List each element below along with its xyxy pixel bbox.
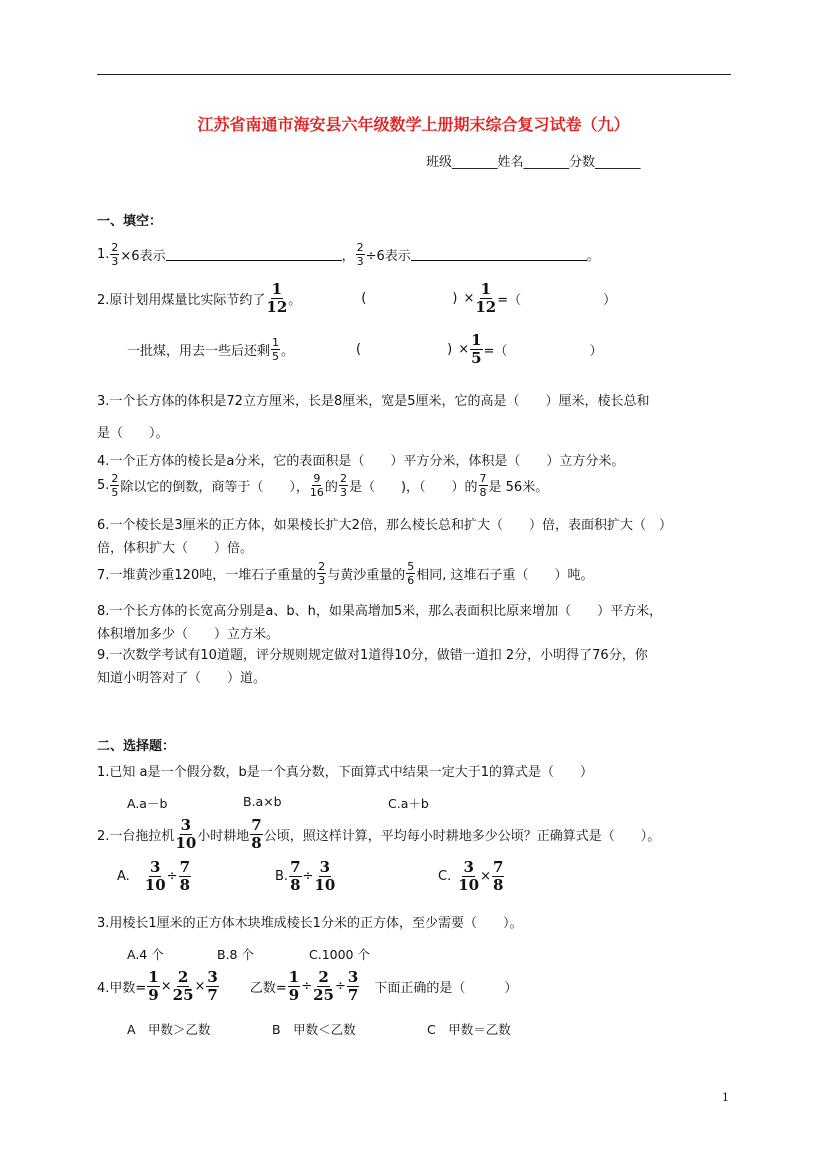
question-1-2a: 2.原计划用煤量比实际节约了 $\frac{1}{12}$ 。 ( ) × $\frac{1}{12}$ =（ ） — [97, 280, 617, 316]
fraction: $\frac{2}{3}$ — [318, 560, 326, 587]
fraction: $\frac{1}{5}$ — [272, 336, 280, 363]
question-1-7: 7.一堆黄沙重120吨，一堆石子重量的 $\frac{2}{3}$ 与黄沙重量的 $\frac{5}{6}$ 相同, 这堆石子重（ ）吨。 — [97, 560, 594, 587]
question-2-3: 3.用棱长1厘米的正方体木块堆成棱长1分米的正方体，至少需要（ ）。 — [97, 916, 523, 931]
option-a[interactable]: A.4 个 — [127, 947, 164, 962]
option-a[interactable]: A. $\frac{3}{10}$ ÷ $\frac{7}{8}$ — [117, 858, 191, 894]
option-a[interactable]: A 甲数＞乙数 — [127, 1022, 211, 1037]
fraction: $\frac{3}{10}$ — [175, 816, 197, 852]
page-title: 江苏省南通市海安县六年级数学上册期末综合复习试卷（九） — [197, 115, 630, 134]
fraction: $\frac{5}{6}$ — [407, 560, 415, 587]
option-c[interactable]: C.a＋b — [388, 796, 429, 811]
question-1-2b: 一批煤，用去一些后还剩 $\frac{1}{5}$ 。 ( ) × $\frac{1}{5}$ =（ ） — [127, 331, 603, 367]
fraction: $\frac{2}{3}$ — [356, 241, 364, 268]
option-b[interactable]: B. $\frac{7}{8}$ ÷ $\frac{3}{10}$ — [275, 858, 336, 894]
fraction: $\frac{9}{16}$ — [309, 472, 324, 499]
question-1-5: 5. $\frac{2}{5}$ 除以它的倒数，商等于（ ）， $\frac{9}{16}$ 的 $\frac{2}{3}$ 是（ )，（ ）的 $\frac{7}{8}$ 是 56米。 — [97, 472, 549, 499]
question-1-8-cont: 体积增加多少（ ）立方米。 — [97, 627, 280, 642]
fraction: $\frac{1}{12}$ — [475, 280, 497, 316]
fraction: $\frac{2}{3}$ — [111, 241, 119, 268]
fraction: $\frac{7}{8}$ — [479, 472, 487, 499]
fraction: $\frac{1}{5}$ — [471, 331, 482, 367]
fraction: $\frac{2}{3}$ — [339, 472, 347, 499]
option-b[interactable]: B.a×b — [243, 794, 282, 809]
question-1-9: 9.一次数学考试有10道题，评分规则规定做对1道得10分，做错一道扣 2分，小明得了76分，你 — [97, 648, 648, 663]
option-b[interactable]: B.8 个 — [217, 947, 254, 962]
question-2-1: 1.已知 a是一个假分数，b是一个真分数，下面算式中结果一定大于1的算式是（ ） — [97, 765, 594, 780]
option-c[interactable]: C. $\frac{3}{10}$ × $\frac{7}{8}$ — [438, 858, 504, 894]
answer-blank[interactable] — [411, 248, 587, 261]
question-1-8: 8.一个长方体的长宽高分别是a、b、h，如果高增加5米，那么表面积比原来增加（ ）平方米， — [97, 604, 663, 619]
section-2-heading: 二、选择题： — [97, 739, 176, 754]
option-a[interactable]: A.a－b — [127, 796, 168, 811]
question-1-6: 6.一个棱长是3厘米的正方体，如果棱长扩大2倍，那么棱长总和扩大（ ）倍，表面积扩大（ ） — [97, 518, 672, 533]
option-b[interactable]: B 甲数＜乙数 — [272, 1022, 356, 1037]
question-1-1: 1. $\frac{2}{3}$ ×6表示 ， $\frac{2}{3}$ ÷6表示 。 — [97, 241, 600, 268]
class-name-score-line: 班级_______姓名_______分数_______ — [426, 155, 641, 170]
question-1-3: 3.一个长方体的体积是72立方厘米，长是8厘米，宽是5厘米，它的高是（ ）厘米，棱长总和 — [97, 394, 650, 409]
option-c[interactable]: C.1000 个 — [309, 947, 370, 962]
section-1-heading: 一、填空： — [97, 214, 163, 229]
question-1-4: 4.一个正方体的棱长是a分米，它的表面积是（ ）平方分米，体积是（ ）立方分米。 — [97, 454, 625, 469]
answer-blank[interactable] — [166, 248, 342, 261]
fraction: $\frac{1}{12}$ — [266, 280, 288, 316]
question-1-6-cont: 倍，体积扩大（ ）倍。 — [97, 541, 254, 556]
question-2-4: 4.甲数= $\frac{1}{9}$ × $\frac{2}{25}$ × $\frac{3}{7}$ 乙数= $\frac{1}{9}$ ÷ $\frac{2}{25}$ ÷ $\frac{3}{7}$ 下面正确的是（ ） — [97, 968, 518, 1004]
option-c[interactable]: C 甲数＝乙数 — [427, 1022, 511, 1037]
question-2-2: 2.一台拖拉机 $\frac{3}{10}$ 小时耕地 $\frac{7}{8}$ 公顷，照这样计算，平均每小时耕地多少公顷？正确算式是（ ）。 — [97, 816, 661, 852]
fraction: $\frac{2}{5}$ — [111, 472, 119, 499]
question-1-9-cont: 知道小明答对了（ ）道。 — [97, 671, 267, 686]
fraction: $\frac{7}{8}$ — [251, 816, 262, 852]
question-1-3-cont: 是（ ）。 — [97, 426, 169, 441]
page-number: 1 — [722, 1091, 729, 1104]
top-rule — [97, 74, 731, 75]
